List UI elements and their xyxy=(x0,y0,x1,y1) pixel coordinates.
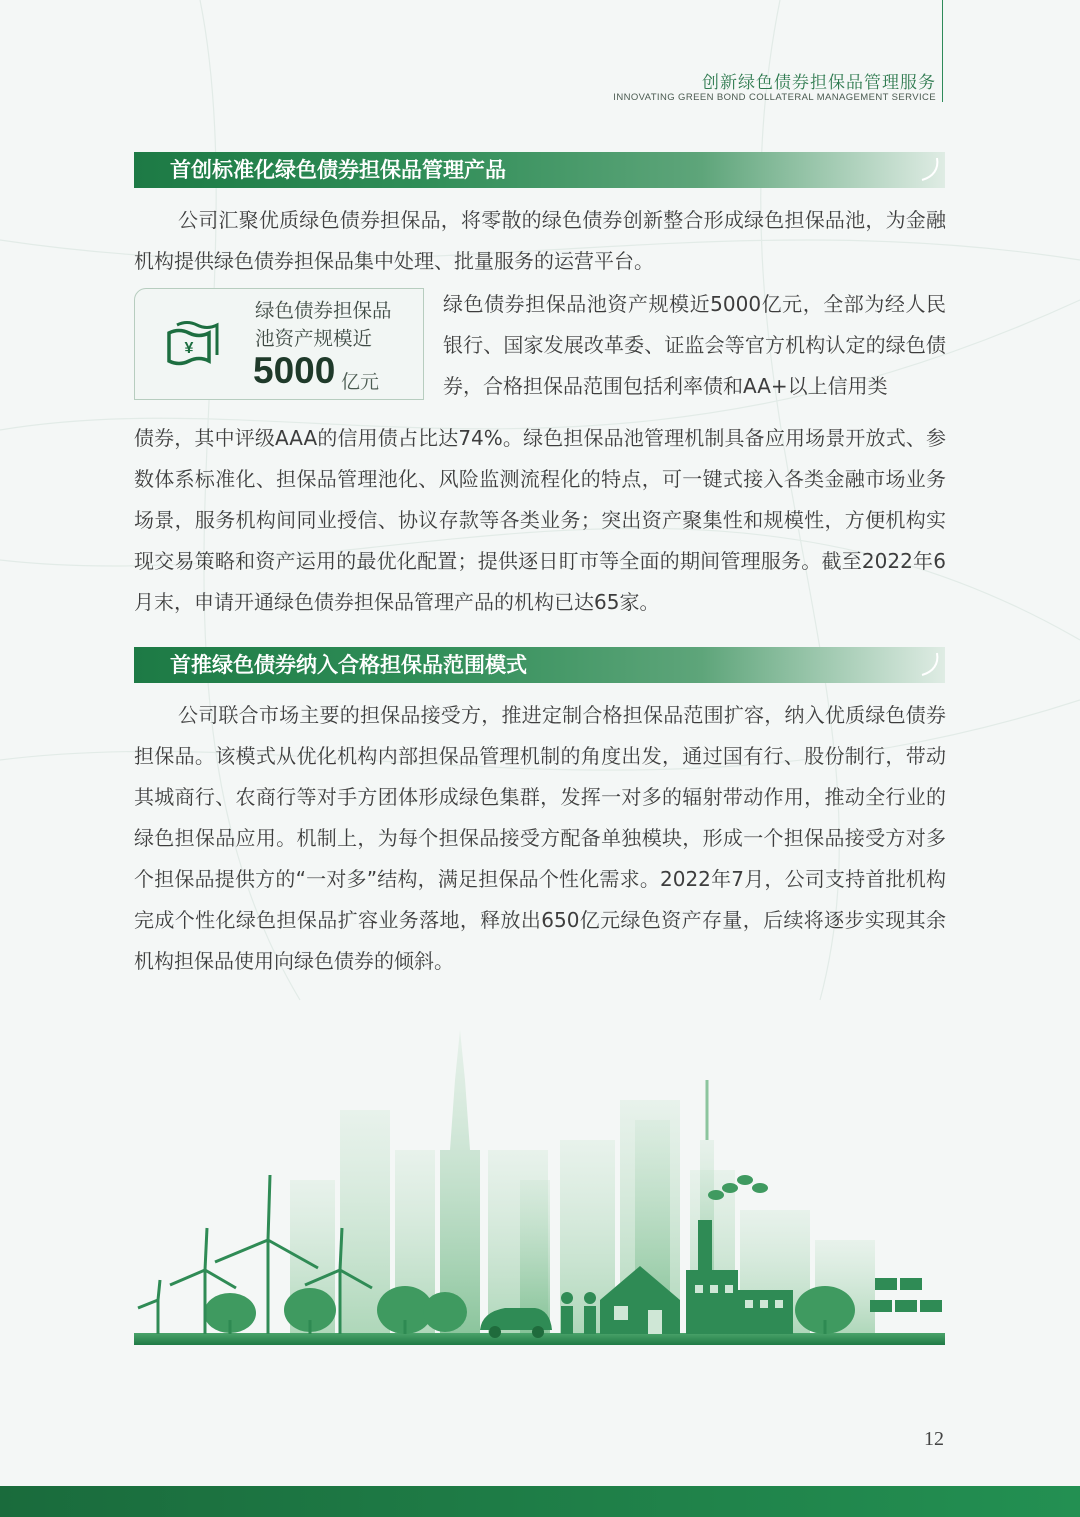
stat-box xyxy=(134,288,424,400)
svg-text:¥: ¥ xyxy=(184,340,194,357)
footer-bar xyxy=(0,1486,1080,1517)
section1-body: 债券，其中评级AAA的信用债占比达74%。绿色担保品池管理机制具备应用场景开放式、参数体系标准化、担保品管理池化、风险监测流程化的特点，可一键式接入各类金融市场业务场景，服务机构间同业授信、协议存款等各类业务；突出资产聚集性和规模性，方便机构实现交易策略和资产运用的最优化配置；提供逐日盯市等全面的期间管理服务。截至2022年6月末，申请开通绿色债券担保品管理产品的机构已达65家。 xyxy=(134,426,946,614)
stat-unit: 亿元 xyxy=(341,371,380,393)
swoosh-icon xyxy=(919,155,941,183)
section1-intro: 公司汇聚优质绿色债券担保品，将零散的绿色债券创新整合形成绿色担保品池，为金融机构提供绿色债券担保品集中处理、批量服务的运营平台。 xyxy=(134,208,946,273)
section1-heading: 首创标准化绿色债券担保品管理产品 xyxy=(170,158,506,182)
header-rule xyxy=(942,0,943,102)
section2-body: 公司联合市场主要的担保品接受方，推进定制合格担保品范围扩容，纳入优质绿色债券担保品。该模式从优化机构内部担保品管理机制的角度出发，通过国有行、股份制行，带动其城商行、农商行等对手方团体形成绿色集群，发挥一对多的辐射带动作用，推动全行业的绿色担保品应用。机制上，为每个担保品接受方配备单独模块，形成一个担保品接受方对多个担保品提供方的“一对多”结构，满足担保品个性化需求。2022年7月，公司支持首批机构完成个性化绿色担保品扩容业务落地，释放出650亿元绿色资产存量，后续将逐步实现其余机构担保品使用向绿色债券的倾斜。 xyxy=(134,703,946,973)
section2-heading-bar xyxy=(134,647,945,683)
swoosh-icon xyxy=(919,650,941,678)
stat-label: 绿色债券担保品 池资产规模近 xyxy=(255,299,392,350)
header-title-en: INNOVATING GREEN BOND COLLATERAL MANAGEMENT SERVICE xyxy=(613,92,936,103)
section1-heading-bar xyxy=(134,152,945,188)
stat-number: 5000 xyxy=(253,350,336,391)
green-city-illustration xyxy=(0,980,1080,1380)
page-number: 12 xyxy=(924,1428,944,1450)
money-icon xyxy=(163,319,223,367)
section1-side-text: 绿色债券担保品池资产规模近5000亿元，全部为经人民银行、国家发展改革委、证监会等官方机构认定的绿色债券，合格担保品范围包括利率债和AA+以上信用类 xyxy=(443,292,946,398)
section2-heading: 首推绿色债券纳入合格担保品范围模式 xyxy=(170,653,527,677)
header-title-cn: 创新绿色债券担保品管理服务 xyxy=(702,73,936,93)
